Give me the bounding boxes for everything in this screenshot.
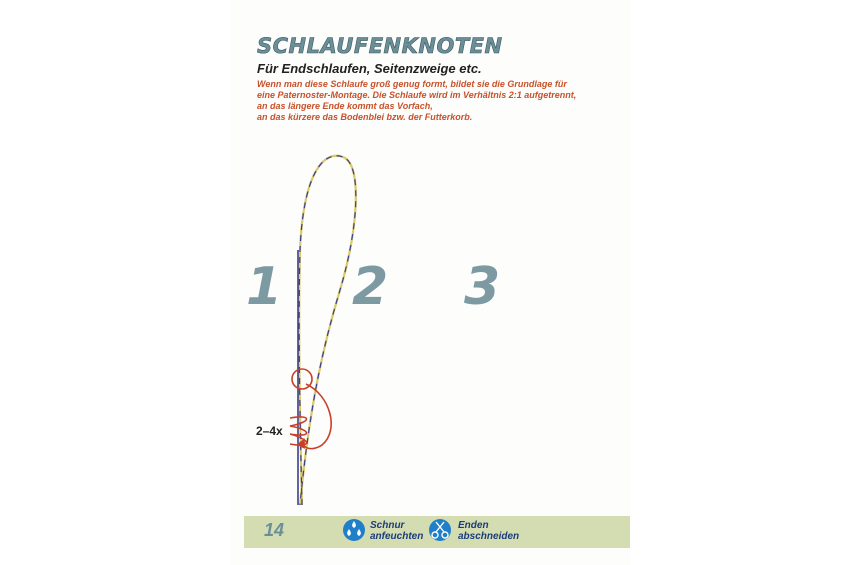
- intro-line: an das längere Ende kommt das Vorfach,: [257, 101, 433, 111]
- scissors-icon: [429, 519, 451, 541]
- step-number-2: 2: [352, 257, 389, 317]
- step-number-3: 3: [464, 257, 501, 317]
- legend-cut-line-1: Enden: [458, 520, 489, 531]
- legend-moisten-line-2: anfeuchten: [370, 531, 424, 542]
- wrap-count-label: 2–4x: [256, 424, 283, 438]
- page-subtitle: Für Endschlaufen, Seitenzweige etc.: [257, 61, 482, 76]
- intro-line: an das kürzere das Bodenblei bzw. der Futterkorb.: [257, 112, 473, 122]
- intro-line: Wenn man diese Schlaufe groß genug formt, bildet sie die Grundlage für: [257, 79, 567, 89]
- intro-line: eine Paternoster-Montage. Die Schlaufe wird im Verhältnis 2:1 aufgetrennt,: [257, 90, 577, 100]
- legend-cut-ends: [458, 520, 519, 542]
- page-number: 14: [264, 520, 285, 540]
- page-title: SCHLAUFENKNOTEN: [257, 34, 503, 58]
- legend-cut-line-2: abschneiden: [458, 531, 520, 542]
- step-number-1: 1: [246, 257, 283, 317]
- legend-moisten-line: [370, 520, 423, 542]
- legend-moisten-line-1: Schnur: [370, 520, 405, 531]
- water-drops-icon: [343, 519, 365, 541]
